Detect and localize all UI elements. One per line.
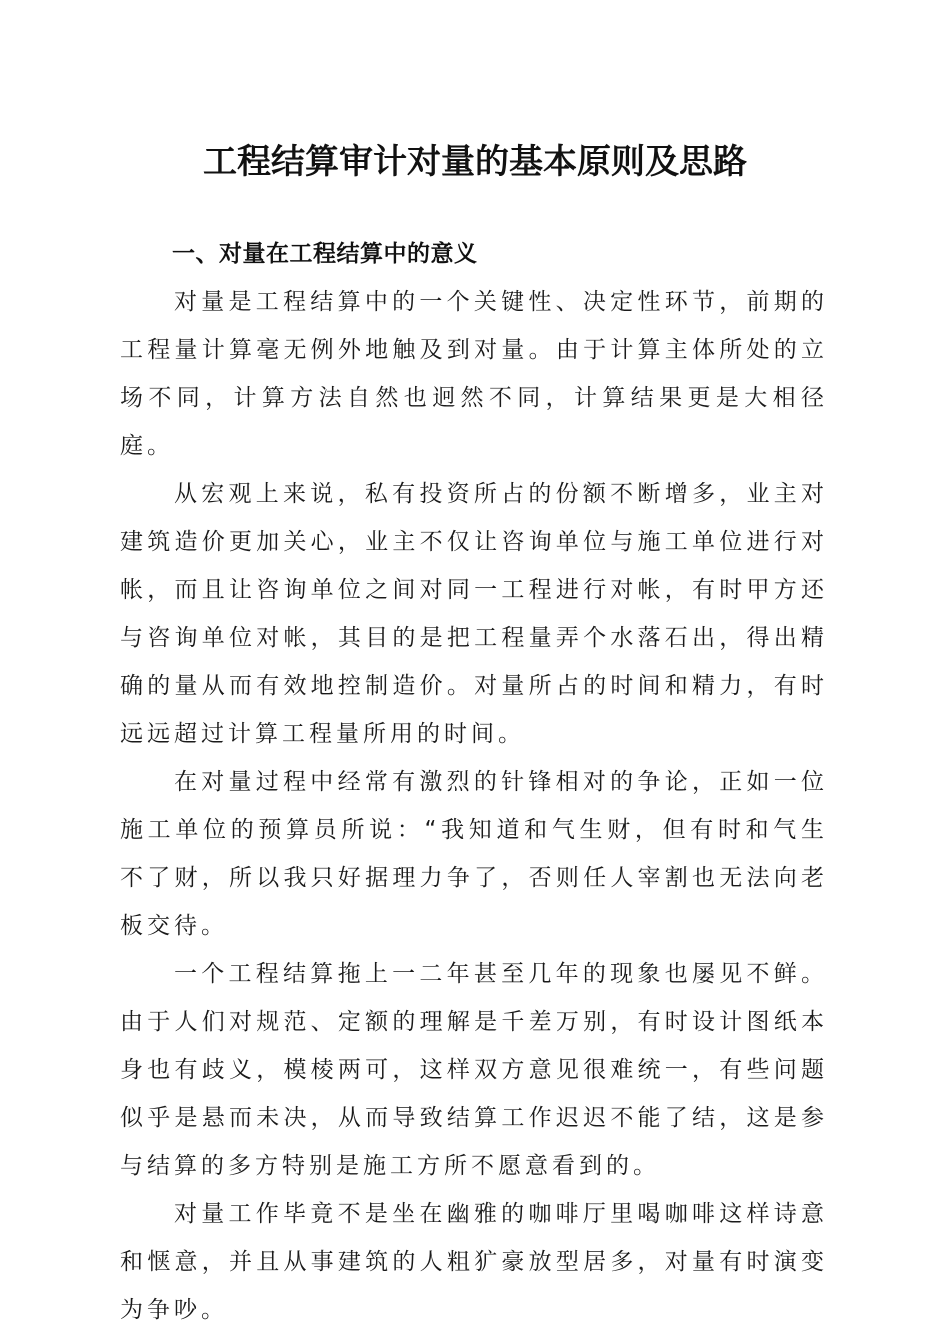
- section-heading: 一、对量在工程结算中的意义: [172, 241, 478, 267]
- paragraph: 对量是工程结算中的一个关键性、决定性环节，前期的工程量计算毫无例外地触及到对量。由于计算主体所处的立场不同，计算方法自然也迥然不同，计算结果更是大相径庭。: [120, 289, 828, 459]
- paragraph: 在对量过程中经常有激烈的针锋相对的争论，正如一位施工单位的预算员所说：“我知道和气生财，但有时和气生不了财，所以我只好据理力争了，否则任人宰割也无法向老板交待。: [120, 769, 828, 939]
- paragraph: 一个工程结算拖上一二年甚至几年的现象也屡见不鲜。由于人们对规范、定额的理解是千差万别，有时设计图纸本身也有歧义，模棱两可，这样双方意见很难统一，有些问题似乎是悬而未决，从而导致结算工作迟迟不能了结，这是参与结算的多方特别是施工方所不愿意看到的。: [120, 961, 828, 1179]
- document-body: [120, 230, 828, 1334]
- paragraph: 对量工作毕竟不是坐在幽雅的咖啡厅里喝咖啡这样诗意和惬意，并且从事建筑的人粗犷豪放型居多，对量有时演变为争吵。: [120, 1201, 828, 1323]
- document-title: 工程结算审计对量的基本原则及思路: [203, 142, 747, 182]
- paragraph: 从宏观上来说，私有投资所占的份额不断增多，业主对建筑造价更加关心，业主不仅让咨询单位与施工单位进行对帐，而且让咨询单位之间对同一工程进行对帐，有时甲方还与咨询单位对帐，其目的是把工程量弄个水落石出，得出精确的量从而有效地控制造价。对量所占的时间和精力，有时远远超过计算工程量所用的时间。: [120, 481, 828, 747]
